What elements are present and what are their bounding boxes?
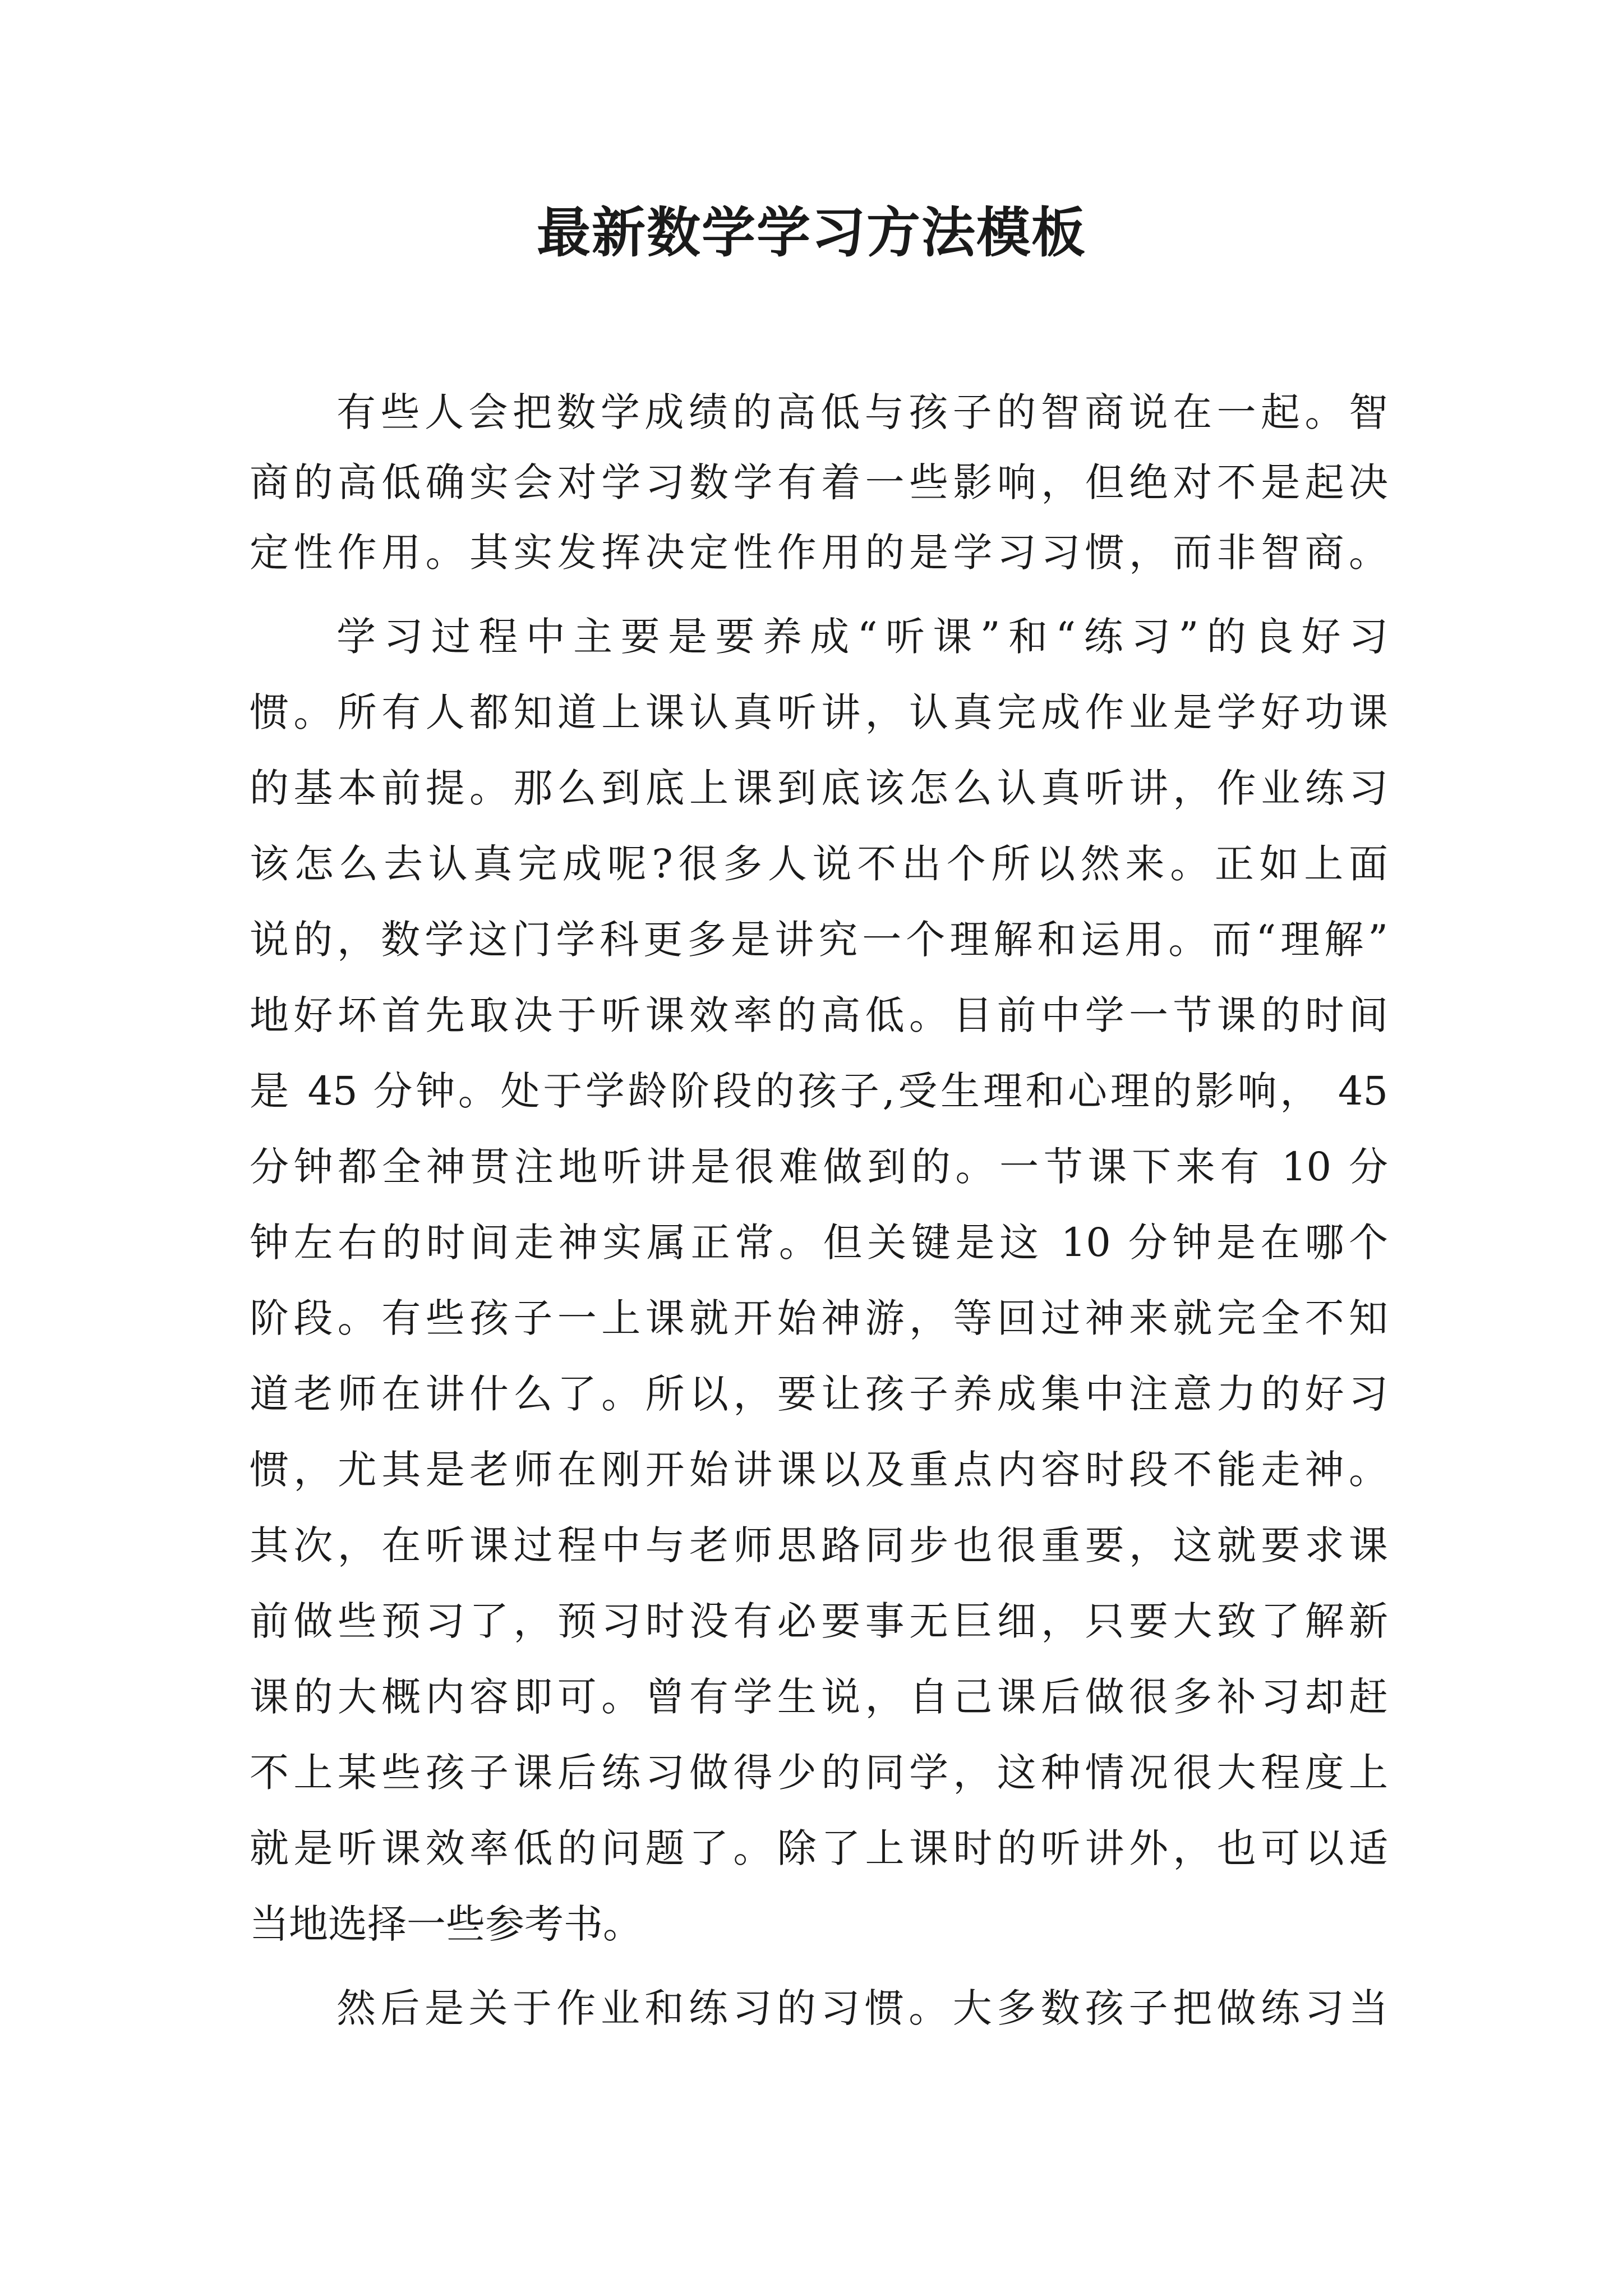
text-line: 商的高低确实会对学习数学有着一些影响，但绝对不是起决: [250, 459, 1388, 505]
text-line: 是 45 分钟。处于学龄阶段的孩子,受生理和心理的影响， 45: [250, 1068, 1388, 1114]
text-line: 前做些预习了，预习时没有必要事无巨细，只要大致了解新: [250, 1598, 1388, 1644]
text-line: 学习过程中主要是要养成“听课”和“练习”的良好习: [336, 614, 1388, 660]
text-line: 当地选择一些参考书。: [250, 1901, 642, 1947]
text-line: 其次，在听课过程中与老师思路同步也很重要，这就要求课: [250, 1522, 1388, 1568]
document-title: 最新数学学习方法模板: [537, 201, 1086, 264]
text-line: 说的，数学这门学科更多是讲究一个理解和运用。而“理解”: [250, 917, 1388, 963]
text-line: 就是听课效率低的问题了。除了上课时的听讲外，也可以适: [250, 1825, 1388, 1871]
text-line: 分钟都全神贯注地听讲是很难做到的。一节课下来有 10 分: [250, 1144, 1388, 1190]
text-line: 课的大概内容即可。曾有学生说，自己课后做很多补习却赶: [250, 1674, 1388, 1720]
text-line: 惯。所有人都知道上课认真听讲，认真完成作业是学好功课: [250, 689, 1388, 735]
text-line: 的基本前提。那么到底上课到底该怎么认真听讲，作业练习: [250, 765, 1388, 811]
text-line: 道老师在讲什么了。所以，要让孩子养成集中注意力的好习: [250, 1371, 1388, 1417]
text-line: 不上某些孩子课后练习做得少的同学，这种情况很大程度上: [250, 1750, 1388, 1796]
text-line: 该怎么去认真完成呢?很多人说不出个所以然来。正如上面: [250, 841, 1388, 887]
text-line: 有些人会把数学成绩的高低与孩子的智商说在一起。智: [336, 389, 1388, 435]
text-line: 钟左右的时间走神实属正常。但关键是这 10 分钟是在哪个: [250, 1220, 1388, 1266]
text-line: 地好坏首先取决于听课效率的高低。目前中学一节课的时间: [250, 992, 1388, 1038]
text-line: 定性作用。其实发挥决定性作用的是学习习惯，而非智商。: [250, 530, 1388, 576]
text-line: 然后是关于作业和练习的习惯。大多数孩子把做练习当: [336, 1985, 1388, 2031]
text-line: 惯，尤其是老师在刚开始讲课以及重点内容时段不能走神。: [250, 1447, 1388, 1493]
text-line: 阶段。有些孩子一上课就开始神游，等回过神来就完全不知: [250, 1295, 1388, 1341]
